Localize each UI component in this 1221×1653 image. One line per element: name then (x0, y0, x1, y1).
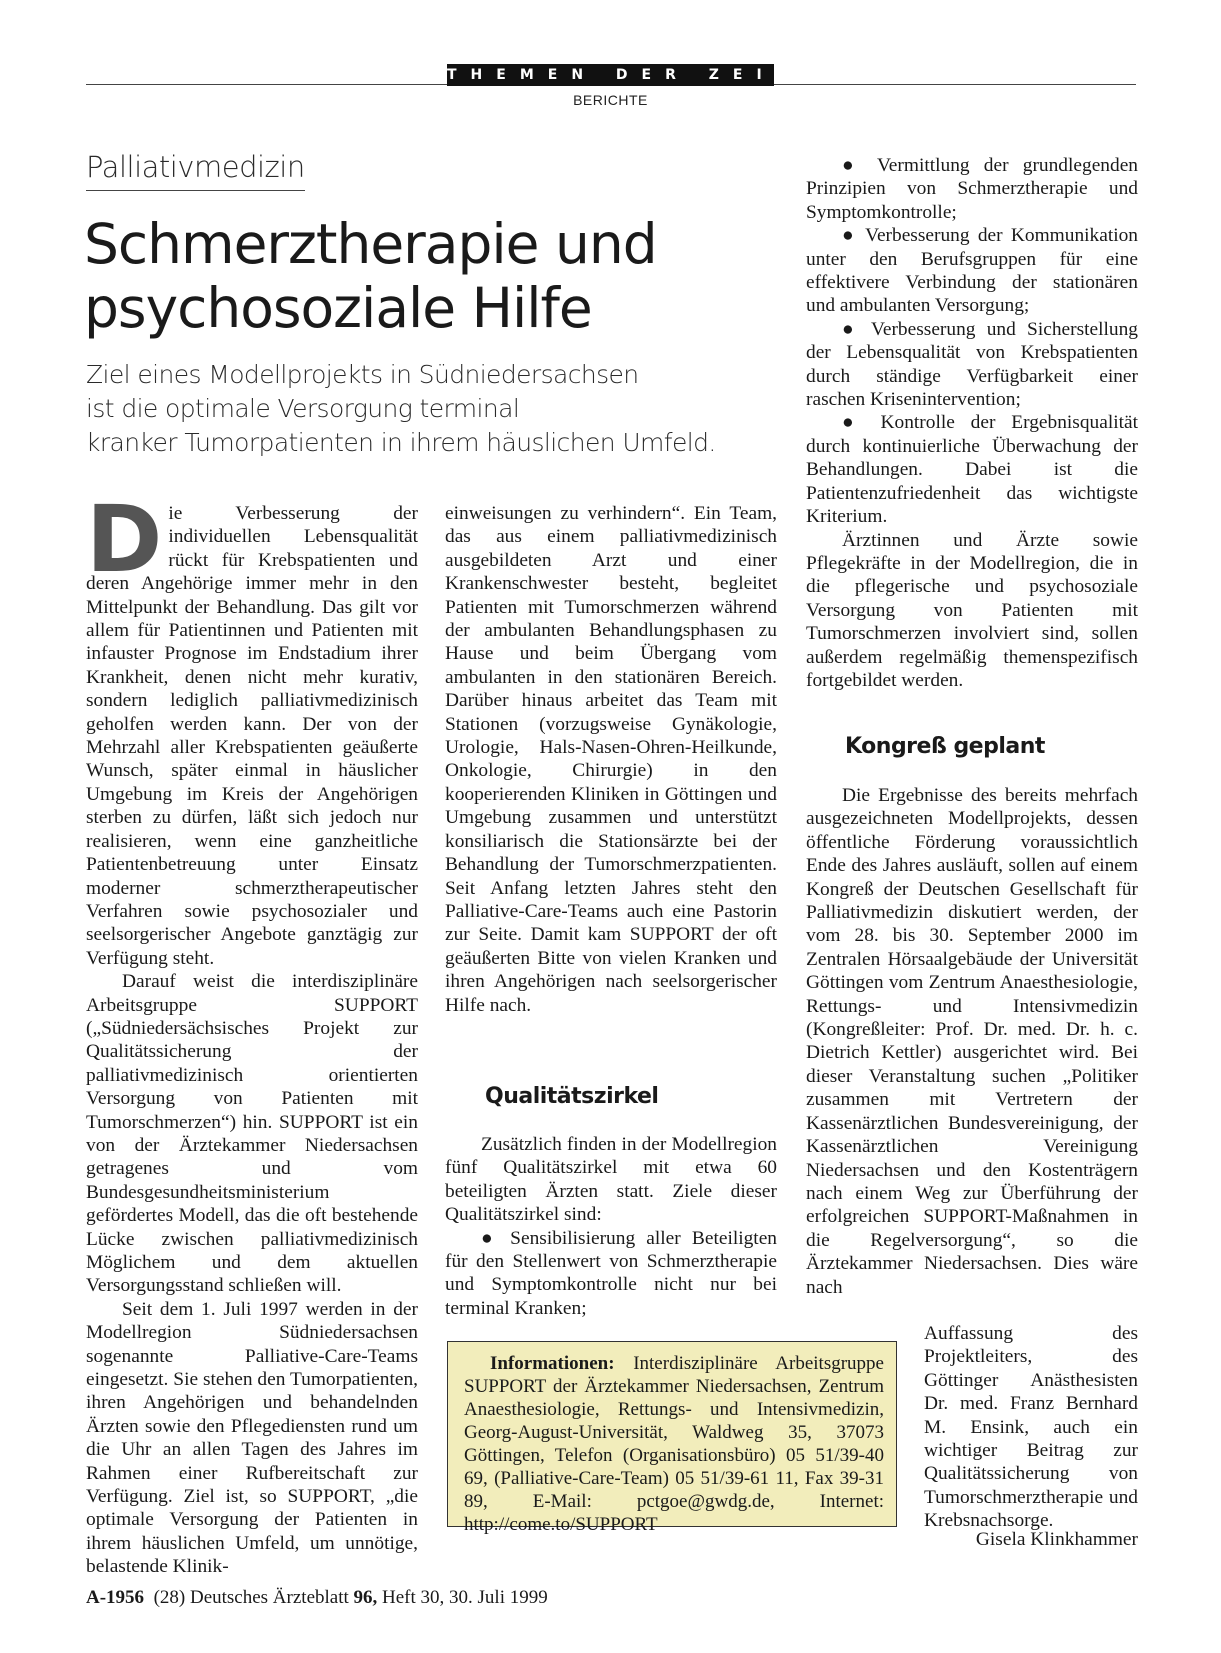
section-label: THEMEN DER ZEIT (447, 64, 774, 86)
paragraph: Zusätzlich finden in der Modellregion fünf Qualitätszirkel mit etwa 60 beteiligten Ärzten statt. Ziele dieser Qualitätszirkel sind: (445, 1134, 777, 1226)
article-deck (86, 358, 766, 460)
footer-issue: Heft 30, 30. Juli 1999 (382, 1587, 548, 1608)
bullet-item: ● Kontrolle der Ergebnisqualität durch kontinuierliche Überwachung der Behandlungen. Dabei ist die Patientenzufriedenheit das wichtigste Kriterium. (806, 412, 1138, 528)
body-column-3-continued (806, 784, 1138, 1299)
page-footer (86, 1587, 548, 1609)
body-column-1 (86, 486, 418, 1579)
headline-line: psychosoziale Hilfe (84, 276, 592, 340)
subheading-kongress: Kongreß geplant (845, 734, 1045, 759)
headline-line: Schmerztherapie und (84, 212, 657, 276)
author-name: Gisela Klinkhammer (975, 1529, 1138, 1550)
bullet-item: ● Vermittlung der grundlegenden Prinzipien von Schmerztherapie und Symptomkontrolle; (806, 155, 1138, 223)
paragraph: Die Ergebnisse des bereits mehrfach ausgezeichneten Modellprojekts, dessen öffentliche Förderung voraussichtlich Ende des Jahres ausläuft, sollen auf einem Kongreß der Deutschen Gesellschaft für Palliativmedizin diskutiert werden, der vom 28. bis 30. September 2000 im Zentralen Hörsaalgebäude der Universität Göttingen vom Zentrum Anaesthesiologie, Rettungs- und Intensivmedizin (Kongreßleiter: Prof. Dr. med. Dr. h. c. Dietrich Kettler) ausgerichtet wird. Bei dieser Veranstaltung suchen „Politiker zusammen mit Vertretern der Kassenärztlichen Bundesvereinigung, der Kassenärztlichen Vereinigung Niedersachsen und den Kostenträgern nach einem Weg zur Überführung der erfolgreichen SUPPORT-Maßnahmen in die Regelversorgung“, so die Ärztekammer Niedersachsen. Dies wäre nach (806, 785, 1138, 1298)
body-column-3 (806, 154, 1138, 692)
info-box (447, 1341, 897, 1535)
body-column-2 (445, 502, 777, 1017)
article-kicker: Palliativmedizin (86, 150, 305, 191)
subsection-label: BERICHTE (573, 92, 648, 108)
paragraph: einweisungen zu verhindern“. Ein Team, das aus einem palliativmedizinisch ausgebildeten Arzt und einer Krankenschwester besteht, begleitet Patienten mit Tumorschmerzen während der ambulanten Behandlungsphasen zu Hause und beim Übergang vom ambulanten in den stationären Bereich. Darüber hinaus arbeitet das Team mit Stationen (vorzugsweise Gynäkologie, Urologie, Hals-Nasen-Ohren-Heilkunde, Onkologie, Chirurgie) in den kooperierenden Kliniken in Göttingen und Umgebung zusammen und unterstützt konsiliarisch die Stationsärzte bei der Behandlung der Tumorschmerzpatienten. Seit Anfang letzten Jahres steht den Palliative-Care-Teams auch eine Pastorin zur Seite. Damit kam SUPPORT der oft geäußerten Bitte von vielen Kranken und ihren Angehörigen nach seelsorgerischer Hilfe nach. (445, 503, 777, 1016)
info-body: Interdisziplinäre Arbeitsgruppe SUPPORT der Ärztekammer Niedersachsen, Zentrum Anaesthesiologie, Rettungs- und Intensivmedizin, Georg-August-Universität, Waldweg 35, 37073 Göttingen, Telefon (Organisationsbüro) 05 51/39-40 69, (Palliative-Care-Team) 05 51/39-61 11, Fax 39-31 89, E-Mail: pctgoe@gwdg.de, Internet: http://come.to/SUPPORT (464, 1353, 884, 1535)
paragraph: Darauf weist die interdisziplinäre Arbeitsgruppe SUPPORT („Südniedersächsisches Projekt zur Qualitätssicherung der palliativmedizinisch orientierten Versorgung von Patienten mit Tumorschmerzen“) hin. SUPPORT ist ein von der Ärztekammer Niedersachsen getragenes und vom Bundesgesundheitsministerium gefördertes Modell, das die oft bestehende Lücke zwischen palliativmedizinisch Möglichem und dem aktuellen Versorgungsstand schließen will. (86, 971, 418, 1297)
body-column-2-continued (445, 1133, 777, 1320)
body-column-3-wrap (924, 1322, 1138, 1533)
page-number: A-1956 (86, 1587, 145, 1608)
info-text (464, 1352, 884, 1536)
paragraph: Seit dem 1. Juli 1997 werden in der Modellregion Südniedersachsen sogenannte Palliative-Care-Teams eingesetzt. Sie stehen den Tumorpatienten, ihren Angehörigen und behandelnden Ärzten sowie den Pflegediensten rund um die Uhr an allen Tagen des Jahres im Rahmen einer Rufbereitschaft zur Verfügung. Ziel ist, so SUPPORT, „die optimale Versorgung der Patienten in ihrem häuslichen Umfeld, um unnötige, belastende Klinik- (86, 1298, 418, 1578)
paragraph: Auffassung des Projektleiters, des Göttinger Anästhesisten Dr. med. Franz Bernhard M. Ensink, auch ein wichtiger Beitrag zur Qualitätssicherung von Tumorschmerztherapie und Krebsnachsorge. (924, 1323, 1138, 1532)
bullet-item: ● Verbesserung und Sicherstellung der Lebensqualität von Krebspatienten durch ständige Verfügbarkeit einer raschen Krisenintervention; (806, 318, 1138, 411)
drop-cap: D (86, 486, 163, 593)
deck-line: ist die optimale Versorgung terminal (86, 394, 520, 423)
paragraph: Ärztinnen und Ärzte sowie Pflegekräfte in der Modellregion, die in die pflegerische und psychosoziale Versorgung von Patienten mit Tumorschmerzen involviert sind, sollen außerdem regelmäßig themenspezifisch fortgebildet werden. (806, 529, 1138, 691)
footer-source: (28) Deutsches Ärzteblatt (153, 1587, 349, 1608)
footer-volume: 96, (353, 1587, 378, 1608)
deck-line: Ziel eines Modellprojekts in Südniedersachsen (86, 360, 639, 389)
info-label: Informationen: (490, 1353, 615, 1374)
subheading-qualitaetszirkel: Qualitätszirkel (485, 1084, 659, 1109)
paragraph: Die Verbesserung der individuellen Lebensqualität rückt für Krebspatienten und deren Angehörige immer mehr in den Mittelpunkt der Behandlung. Das gilt vor allem für Patientinnen und Patienten mit infauster Prognose im Endstadium ihrer Krankheit, denen nicht mehr kurativ, sondern lediglich palliativmedizinisch geholfen werden kann. Der von der Mehrzahl aller Krebspatienten geäußerte Wunsch, später einmal in häuslicher Umgebung im Kreis der Angehörigen sterben zu dürfen, läßt sich jedoch nur realisieren, wenn eine ganzheitliche Patientenbetreuung unter Einsatz moderner schmerztherapeutischer Verfahren sowie psychosozialer und seelsorgerischer Angebote ganztägig zur Verfügung steht. (86, 486, 418, 969)
deck-line: kranker Tumorpatienten in ihrem häuslichen Umfeld. (86, 428, 716, 457)
bullet-item: ● Verbesserung der Kommunikation unter den Berufsgruppen für eine effektivere Verbindung der stationären und ambulanten Versorgung; (806, 225, 1138, 317)
bullet-item: ● Sensibilisierung aller Beteiligten für den Stellenwert von Schmerztherapie und Symptomkontrolle nicht nur bei terminal Kranken; (445, 1227, 777, 1319)
article-headline (84, 212, 764, 340)
